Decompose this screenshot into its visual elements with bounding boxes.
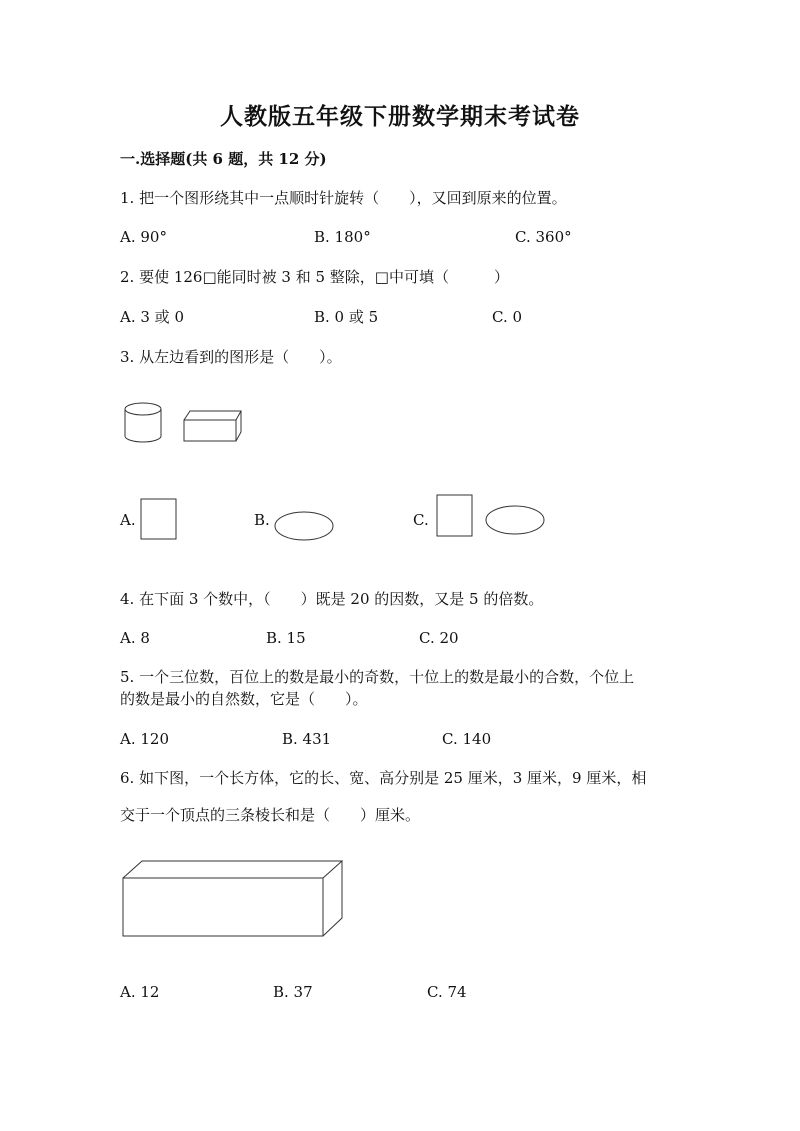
question-4-option-a: A. 8: [120, 629, 150, 647]
question-4-option-c: C. 20: [419, 629, 459, 647]
question-6-option-a: A. 12: [120, 983, 160, 1001]
question-6-text-line1: 6. 如下图，一个长方体，它的长、宽、高分别是 25 厘米，3 厘米，9 厘米，相: [120, 769, 647, 787]
question-6-cuboid-figure: [121, 858, 351, 943]
question-3-option-a: A.: [120, 511, 136, 529]
question-3-option-b: B.: [254, 511, 270, 529]
cylinder-shape: [125, 403, 161, 442]
ellipse-shape: [484, 504, 548, 538]
square-shape: [140, 498, 180, 543]
question-5-text-line2: 的数是最小的自然数，它是（ ）。: [120, 690, 368, 708]
question-2-option-a: A. 3 或 0: [120, 308, 184, 326]
question-5-option-a: A. 120: [120, 730, 169, 748]
question-5-text-line1: 5. 一个三位数，百位上的数是最小的奇数，十位上的数是最小的合数，个位上: [120, 668, 635, 686]
question-3-text: 3. 从左边看到的图形是（ ）。: [120, 348, 342, 366]
cuboid-shape: [184, 411, 241, 441]
question-2-option-b: B. 0 或 5: [314, 308, 379, 326]
question-1-option-b: B. 180°: [314, 228, 371, 246]
exam-title: 人教版五年级下册数学期末考试卷: [220, 103, 580, 130]
question-5-option-b: B. 431: [282, 730, 332, 748]
question-3-figure: [122, 400, 252, 450]
question-5-option-c: C. 140: [442, 730, 492, 748]
section-heading: 一.选择题(共 6 题，共 12 分): [120, 150, 327, 168]
question-3-option-c: C.: [413, 511, 429, 529]
ellipse-shape: [273, 510, 337, 544]
question-4-text: 4. 在下面 3 个数中，（ ）既是 20 的因数，又是 5 的倍数。: [120, 590, 544, 608]
question-6-option-b: B. 37: [273, 983, 313, 1001]
question-1-option-c: C. 360°: [515, 228, 572, 246]
question-4-option-b: B. 15: [266, 629, 306, 647]
square-shape: [436, 494, 476, 540]
question-2-option-c: C. 0: [492, 308, 523, 326]
question-1-text: 1. 把一个图形绕其中一点顺时针旋转（ ），又回到原来的位置。: [120, 189, 567, 207]
question-6-option-c: C. 74: [427, 983, 467, 1001]
question-1-option-a: A. 90°: [120, 228, 167, 246]
question-6-text-line2: 交于一个顶点的三条棱长和是（ ）厘米。: [120, 806, 421, 824]
question-2-text: 2. 要使 126□能同时被 3 和 5 整除，□中可填（ ）: [120, 268, 509, 286]
